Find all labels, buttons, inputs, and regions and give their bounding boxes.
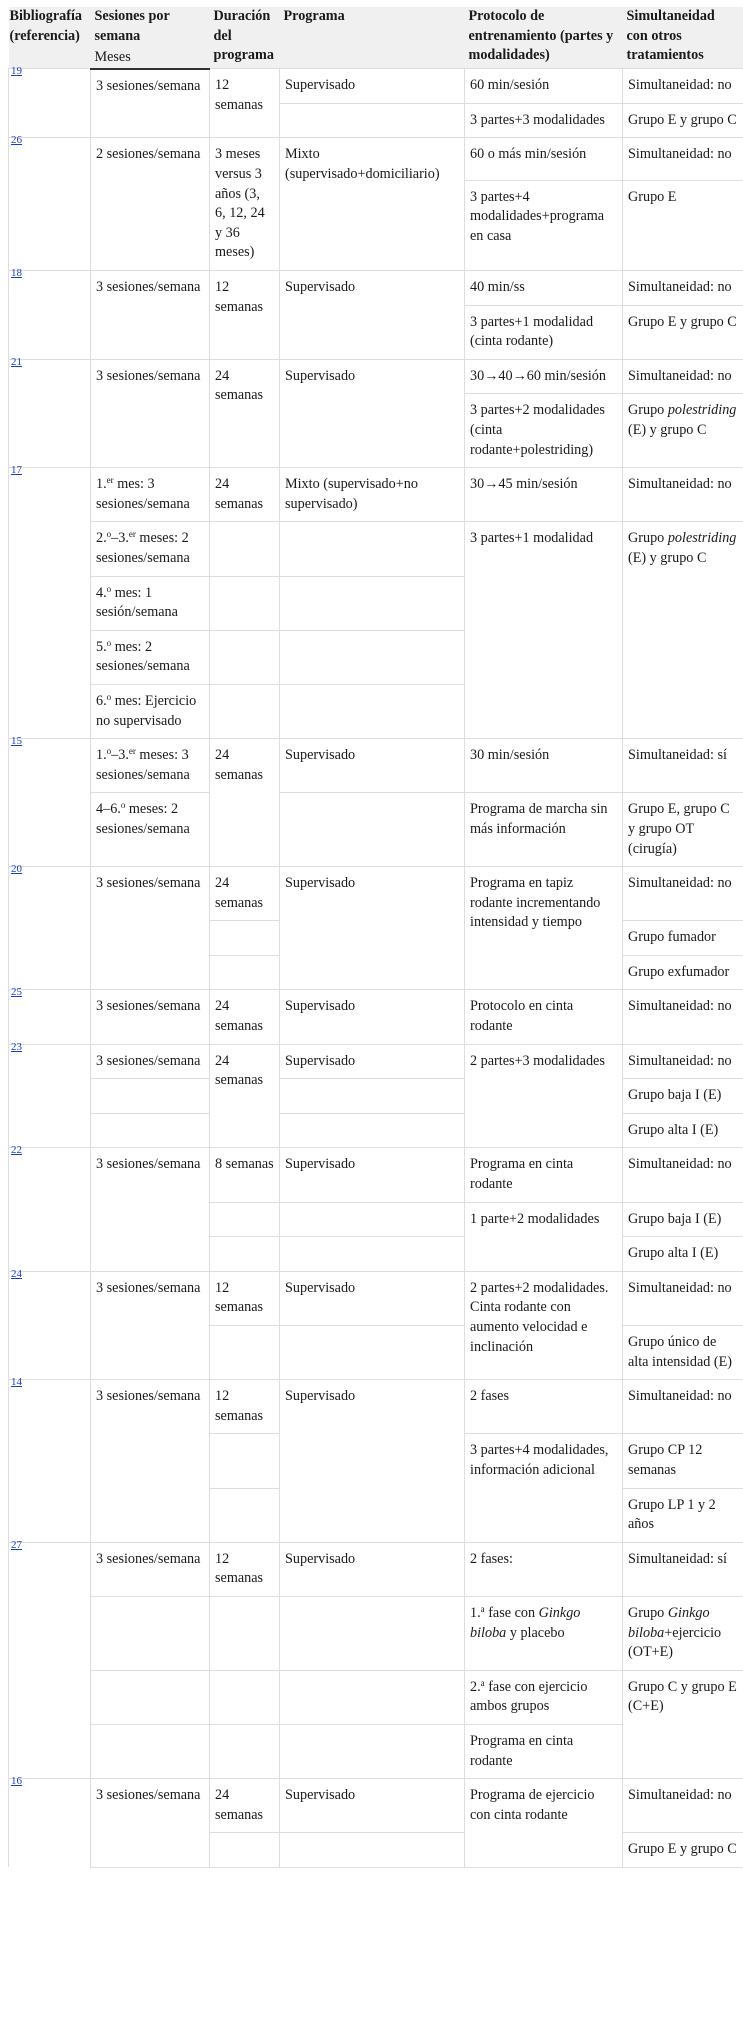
simultaneidad-cell: Simultaneidad: no [623, 69, 743, 104]
empty-cell [210, 955, 280, 990]
reference-link[interactable]: 14 [11, 1376, 22, 1388]
empty-cell [91, 1596, 210, 1670]
table-row [9, 1271, 743, 1325]
protocolo-cell: Protocolo en cinta rodante [465, 990, 623, 1044]
sesiones-cell: 1.$^{er}$ mes: 3 sesiones/semana [91, 468, 210, 522]
protocolo-cell: 40 min/ss [465, 271, 623, 306]
reference-cell [9, 1148, 91, 1271]
empty-cell [280, 1113, 465, 1148]
empty-cell [280, 522, 465, 576]
table-row [9, 1779, 743, 1833]
reference-link[interactable]: 23 [11, 1041, 22, 1053]
empty-cell [210, 1434, 280, 1488]
reference-cell [9, 468, 91, 739]
programa-cell: Supervisado [280, 1779, 465, 1833]
reference-link[interactable]: 16 [11, 1775, 22, 1787]
reference-cell [9, 1271, 91, 1379]
simultaneidad-cell: Simultaneidad: no [623, 1779, 743, 1833]
header-simultaneidad: Simultaneidad con otros tratamientos [623, 7, 743, 69]
sesiones-cell: 3 sesiones/semana [91, 359, 210, 467]
empty-cell [280, 576, 465, 630]
simultaneidad-cell: Simultaneidad: sí [623, 739, 743, 793]
simultaneidad-cell: Simultaneidad: no [623, 1044, 743, 1079]
table-row [9, 138, 743, 180]
simultaneidad-cell: Grupo alta I (E) [623, 1237, 743, 1272]
simultaneidad-cell: Simultaneidad: no [623, 990, 743, 1044]
empty-cell [280, 1237, 465, 1272]
sesiones-cell: 3 sesiones/semana [91, 1779, 210, 1868]
reference-cell [9, 1044, 91, 1148]
protocolo-cell: 3 partes+4 modalidades+programa en casa [465, 180, 623, 270]
sesiones-cell: 3 sesiones/semana [91, 1271, 210, 1379]
protocolo-cell: 60 o más min/sesión [465, 138, 623, 180]
reference-link[interactable]: 25 [11, 986, 22, 998]
header-referencia: Bibliografía (referencia) [9, 7, 91, 69]
reference-link[interactable]: 21 [11, 356, 22, 368]
programa-cell: Supervisado [280, 1148, 465, 1202]
simultaneidad-cell: Grupo LP 1 y 2 años [623, 1488, 743, 1542]
empty-cell [280, 1079, 465, 1114]
simultaneidad-cell: Simultaneidad: no [623, 138, 743, 180]
sesiones-cell: 3 sesiones/semana [91, 69, 210, 138]
empty-cell [280, 1596, 465, 1670]
protocolo-cell: Programa en cinta rodante [465, 1724, 623, 1778]
empty-cell [280, 793, 465, 867]
reference-link[interactable]: 15 [11, 735, 22, 747]
protocolo-cell: 2 partes+3 modalidades [465, 1044, 623, 1148]
empty-cell [210, 1670, 280, 1724]
empty-cell [210, 921, 280, 956]
simultaneidad-cell: Simultaneidad: no [623, 867, 743, 921]
duracion-cell: 12 semanas [210, 1271, 280, 1325]
simultaneidad-cell: Grupo fumador [623, 921, 743, 956]
empty-cell [280, 1833, 465, 1868]
simultaneidad-cell: Simultaneidad: no [623, 468, 743, 522]
empty-cell [210, 576, 280, 630]
duracion-cell: 8 semanas [210, 1148, 280, 1202]
header-programa: Programa [280, 7, 465, 69]
protocolo-cell: 3 partes+4 modalidades, información adicional [465, 1434, 623, 1542]
header-protocolo: Protocolo de entrenamiento (partes y modalidades) [465, 7, 623, 69]
simultaneidad-cell: Grupo polestriding (E) y grupo C [623, 522, 743, 739]
table-row [9, 1079, 743, 1114]
empty-cell [210, 1326, 280, 1380]
simultaneidad-cell: Simultaneidad: no [623, 359, 743, 394]
programa-cell: Supervisado [280, 1380, 465, 1543]
sesiones-cell: 4.$^o$ mes: 1 sesión/semana [91, 576, 210, 630]
table-row [9, 468, 743, 522]
duracion-cell: 24 semanas [210, 468, 280, 522]
reference-link[interactable]: 20 [11, 863, 22, 875]
protocolo-cell: 2 partes+2 modalidades. Cinta rodante con aumento velocidad e inclinación [465, 1271, 623, 1379]
protocolo-cell: 2 fases [465, 1380, 623, 1434]
empty-cell [280, 1326, 465, 1380]
reference-cell [9, 271, 91, 360]
training-protocols-table [8, 7, 743, 1868]
empty-cell [210, 630, 280, 684]
empty-cell [210, 522, 280, 576]
table-row [9, 271, 743, 306]
duracion-cell: 12 semanas [210, 271, 280, 360]
duracion-cell: 3 meses versus 3 años (3, 6, 12, 24 y 36 meses) [210, 138, 280, 271]
programa-cell: Mixto (supervisado+no supervisado) [280, 468, 465, 522]
empty-cell [210, 1833, 280, 1868]
protocolo-cell: 3 partes+1 modalidad [465, 522, 623, 739]
protocolo-cell: Programa de marcha sin más información [465, 793, 623, 867]
duracion-cell: 24 semanas [210, 1044, 280, 1148]
duracion-cell: 24 semanas [210, 359, 280, 467]
reference-cell [9, 1542, 91, 1778]
programa-cell: Supervisado [280, 1044, 465, 1079]
table-row [9, 1148, 743, 1202]
table-row [9, 1380, 743, 1434]
reference-link[interactable]: 22 [11, 1144, 22, 1156]
protocolo-cell: 3 partes+2 modalidades (cinta rodante+polestriding) [465, 394, 623, 468]
protocolo-cell: 3 partes+1 modalidad (cinta rodante) [465, 305, 623, 359]
simultaneidad-cell: Grupo baja I (E) [623, 1079, 743, 1114]
reference-cell [9, 739, 91, 867]
table-row [9, 739, 743, 793]
sesiones-cell: 3 sesiones/semana [91, 1148, 210, 1271]
empty-cell [280, 630, 465, 684]
empty-cell [280, 684, 465, 738]
table-row [9, 793, 743, 867]
simultaneidad-cell: Simultaneidad: sí [623, 1542, 743, 1596]
programa-cell: Supervisado [280, 867, 465, 990]
header-sesiones: Sesiones por semana [91, 7, 210, 48]
protocolo-cell: 1 parte+2 modalidades [465, 1202, 623, 1271]
reference-link[interactable]: 26 [11, 134, 22, 146]
simultaneidad-cell: Grupo exfumador [623, 955, 743, 990]
table-row [9, 1542, 743, 1596]
programa-cell: Supervisado [280, 359, 465, 467]
reference-cell [9, 990, 91, 1044]
empty-cell [210, 684, 280, 738]
reference-cell [9, 138, 91, 271]
simultaneidad-cell: Grupo E y grupo C [623, 1833, 743, 1868]
table-row [9, 990, 743, 1044]
header-duracion: Duración del programa [210, 7, 280, 69]
duracion-cell: 24 semanas [210, 867, 280, 921]
simultaneidad-cell: Simultaneidad: no [623, 1148, 743, 1202]
sesiones-cell: 6.$^o$ mes: Ejercicio no supervisado [91, 684, 210, 738]
empty-cell [280, 1724, 465, 1778]
duracion-cell: 12 semanas [210, 1542, 280, 1596]
reference-link[interactable]: 24 [11, 1268, 22, 1280]
protocolo-cell: Programa en cinta rodante [465, 1148, 623, 1202]
table-row [9, 867, 743, 921]
duracion-cell: 12 semanas [210, 69, 280, 138]
table-row [9, 1670, 743, 1724]
protocolo-cell: 2 fases: [465, 1542, 623, 1596]
programa-cell: Supervisado [280, 271, 465, 360]
empty-cell [91, 1724, 210, 1778]
reference-link[interactable]: 18 [11, 267, 22, 279]
programa-cell: Supervisado [280, 1542, 465, 1596]
reference-link[interactable]: 17 [11, 464, 22, 476]
duracion-cell: 24 semanas [210, 990, 280, 1044]
simultaneidad-cell: Grupo CP 12 semanas [623, 1434, 743, 1488]
reference-cell [9, 1779, 91, 1868]
sesiones-cell: 3 sesiones/semana [91, 1542, 210, 1596]
empty-cell [210, 1237, 280, 1272]
reference-link[interactable]: 19 [11, 65, 22, 77]
empty-cell [280, 103, 465, 138]
protocolo-cell: Programa de ejercicio con cinta rodante [465, 1779, 623, 1868]
reference-cell [9, 359, 91, 467]
reference-cell [9, 867, 91, 990]
reference-cell [9, 1380, 91, 1543]
sesiones-cell: 3 sesiones/semana [91, 1044, 210, 1079]
protocolo-cell: 60 min/sesión [465, 69, 623, 104]
sesiones-cell: 3 sesiones/semana [91, 990, 210, 1044]
empty-cell [91, 1670, 210, 1724]
protocolo-cell: 30 min/sesión [465, 739, 623, 793]
programa-cell: Supervisado [280, 1271, 465, 1325]
simultaneidad-cell: Grupo E, grupo C y grupo OT (cirugía) [623, 793, 743, 867]
simultaneidad-cell: Grupo único de alta intensidad (E) [623, 1326, 743, 1380]
simultaneidad-cell: Grupo alta I (E) [623, 1113, 743, 1148]
table-row [9, 522, 743, 576]
simultaneidad-cell: Simultaneidad: no [623, 271, 743, 306]
empty-cell [210, 1596, 280, 1670]
sesiones-cell: 2 sesiones/semana [91, 138, 210, 271]
sesiones-cell: 5.$^o$ mes: 2 sesiones/semana [91, 630, 210, 684]
sesiones-cell: 4–6.$^o$ meses: 2 sesiones/semana [91, 793, 210, 867]
protocolo-cell: 3 partes+3 modalidades [465, 103, 623, 138]
empty-cell [210, 1724, 280, 1778]
simultaneidad-cell: Grupo C y grupo E (C+E) [623, 1670, 743, 1778]
empty-cell [210, 1488, 280, 1542]
simultaneidad-cell: Grupo Ginkgo biloba+ejercicio (OT+E) [623, 1596, 743, 1670]
simultaneidad-cell: Grupo baja I (E) [623, 1202, 743, 1237]
simultaneidad-cell: Grupo E y grupo C [623, 305, 743, 359]
empty-cell [210, 1202, 280, 1237]
programa-cell: Mixto (supervisado+domiciliario) [280, 138, 465, 271]
header-meses: Meses [91, 48, 210, 69]
table-row [9, 1596, 743, 1670]
sesiones-cell: 2.$^o$–3.$^{er}$ meses: 2 sesiones/semana [91, 522, 210, 576]
simultaneidad-cell: Grupo E y grupo C [623, 103, 743, 138]
reference-cell [9, 69, 91, 138]
simultaneidad-cell: Simultaneidad: no [623, 1271, 743, 1325]
duracion-cell: 12 semanas [210, 1380, 280, 1434]
sesiones-cell: 3 sesiones/semana [91, 271, 210, 360]
duracion-cell: 24 semanas [210, 739, 280, 867]
protocolo-cell: Programa en tapiz rodante incrementando intensidad y tiempo [465, 867, 623, 990]
empty-cell [280, 1670, 465, 1724]
simultaneidad-cell: Simultaneidad: no [623, 1380, 743, 1434]
programa-cell: Supervisado [280, 990, 465, 1044]
empty-cell [280, 1202, 465, 1237]
duracion-cell: 24 semanas [210, 1779, 280, 1833]
simultaneidad-cell: Grupo E [623, 180, 743, 270]
empty-cell [91, 1079, 210, 1114]
simultaneidad-cell: Grupo polestriding (E) y grupo C [623, 394, 743, 468]
table-row [9, 69, 743, 104]
protocolo-cell: 1.$^a$ fase con Ginkgo biloba y placebo [465, 1596, 623, 1670]
programa-cell: Supervisado [280, 739, 465, 793]
table-row [9, 359, 743, 394]
protocolo-cell: 30→40→60 min/sesión [465, 359, 623, 394]
programa-cell: Supervisado [280, 69, 465, 104]
protocolo-cell: 30→45 min/sesión [465, 468, 623, 522]
sesiones-cell: 3 sesiones/semana [91, 1380, 210, 1543]
sesiones-cell: 3 sesiones/semana [91, 867, 210, 990]
reference-link[interactable]: 27 [11, 1539, 22, 1551]
table-row [9, 1044, 743, 1079]
empty-cell [91, 1113, 210, 1148]
protocolo-cell: 2.$^a$ fase con ejercicio ambos grupos [465, 1670, 623, 1724]
sesiones-cell: 1.$^o$–3.$^{er}$ meses: 3 sesiones/semana [91, 739, 210, 793]
table-row [9, 1113, 743, 1148]
